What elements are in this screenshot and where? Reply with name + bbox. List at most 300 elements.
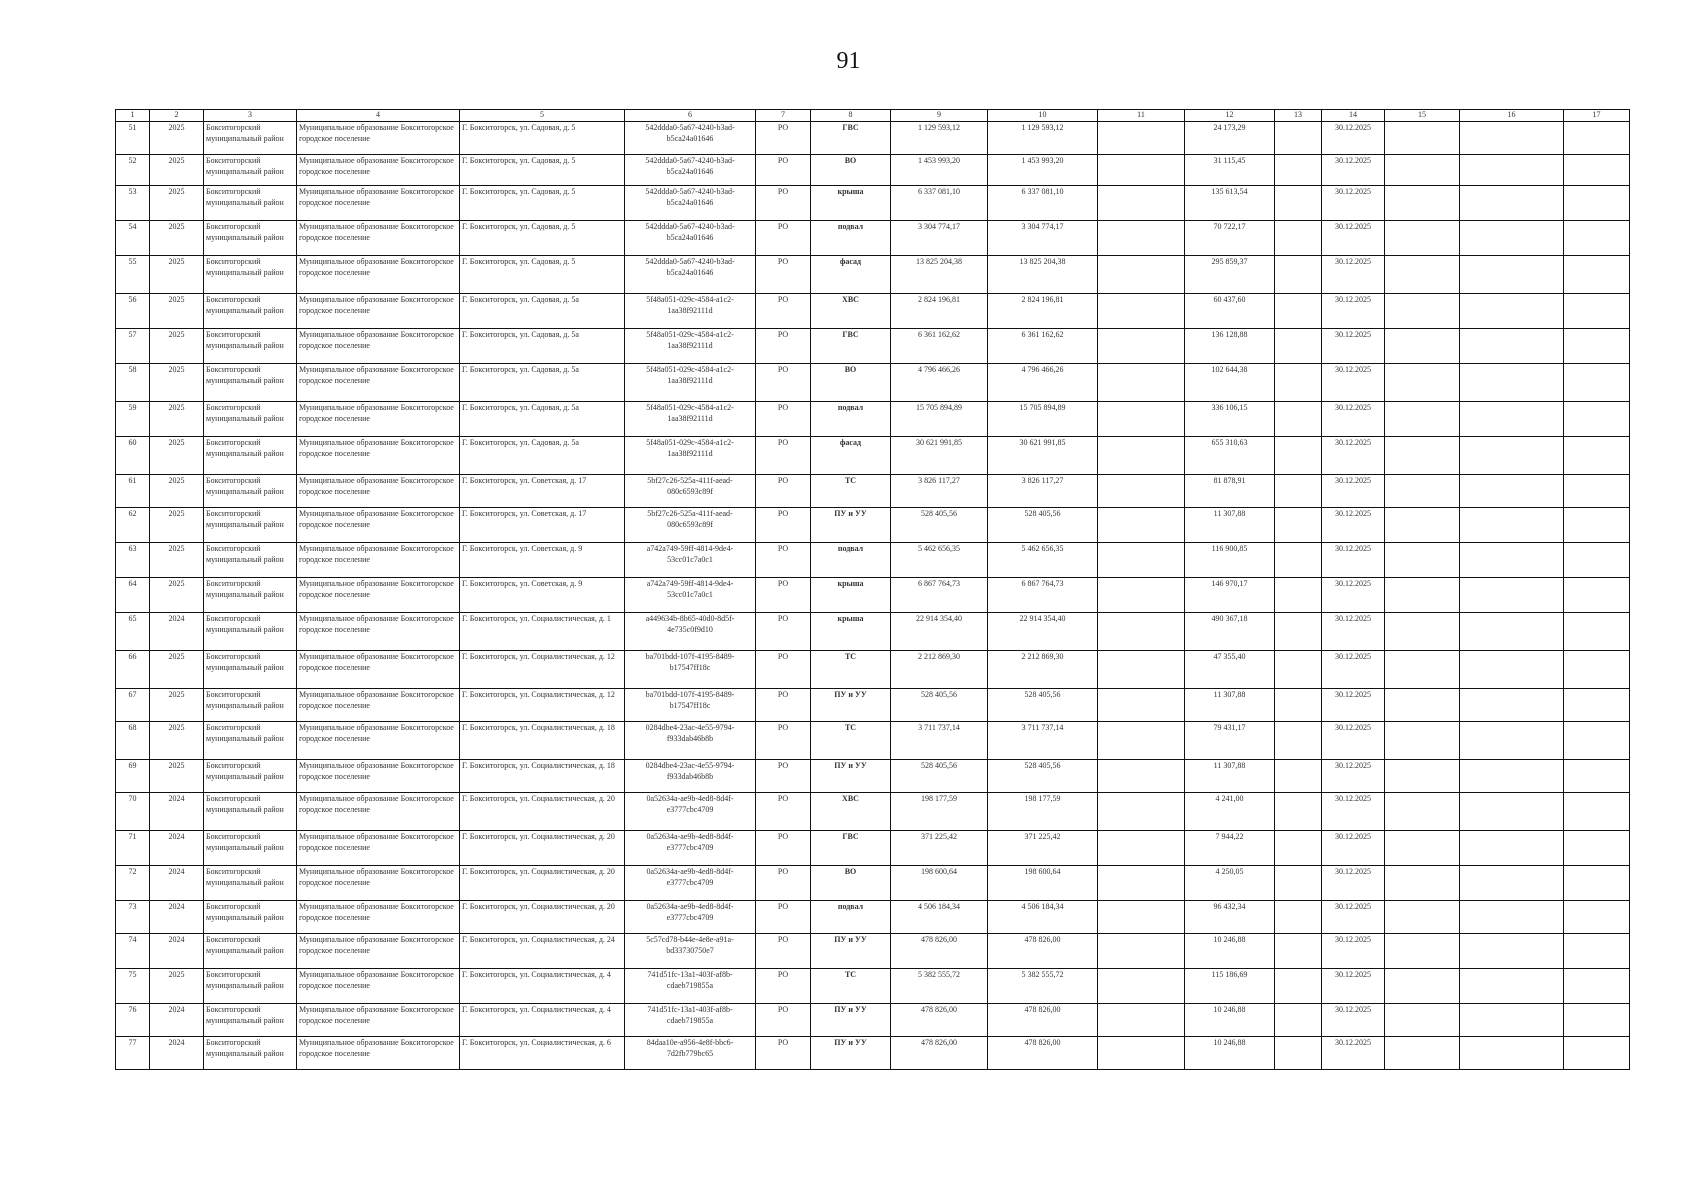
cost-total-cell: 3 711 737,14 bbox=[891, 722, 988, 760]
col12-cell: 81 878,91 bbox=[1185, 475, 1275, 508]
cost-total-cell: 6 337 081,10 bbox=[891, 186, 988, 221]
date-cell: 30.12.2025 bbox=[1322, 437, 1385, 475]
col12-cell: 24 173,29 bbox=[1185, 122, 1275, 155]
row-number: 61 bbox=[116, 475, 150, 508]
column-number: 6 bbox=[625, 110, 756, 122]
cost-fund-cell: 4 506 184,34 bbox=[988, 901, 1098, 934]
type-cell: РО bbox=[756, 508, 811, 543]
col11-cell bbox=[1098, 186, 1185, 221]
type-cell: РО bbox=[756, 901, 811, 934]
date-cell: 30.12.2025 bbox=[1322, 1037, 1385, 1070]
col17-cell bbox=[1564, 155, 1630, 186]
col11-cell bbox=[1098, 722, 1185, 760]
type-cell: РО bbox=[756, 543, 811, 578]
col11-cell bbox=[1098, 122, 1185, 155]
col12-cell: 4 241,00 bbox=[1185, 793, 1275, 831]
row-number: 72 bbox=[116, 866, 150, 901]
table-row bbox=[116, 651, 1630, 689]
col17-cell bbox=[1564, 364, 1630, 402]
row-number: 66 bbox=[116, 651, 150, 689]
district-cell: Бокситогорский муниципальный район bbox=[204, 122, 297, 155]
col16-cell bbox=[1460, 651, 1564, 689]
table-row bbox=[116, 437, 1630, 475]
col11-cell bbox=[1098, 402, 1185, 437]
type-cell: РО bbox=[756, 221, 811, 256]
cost-fund-cell: 4 796 466,26 bbox=[988, 364, 1098, 402]
table-row bbox=[116, 1004, 1630, 1037]
type-cell: РО bbox=[756, 760, 811, 793]
district-cell: Бокситогорский муниципальный район bbox=[204, 221, 297, 256]
row-number: 52 bbox=[116, 155, 150, 186]
cost-total-cell: 4 506 184,34 bbox=[891, 901, 988, 934]
col12-cell: 11 307,88 bbox=[1185, 760, 1275, 793]
type-cell: РО bbox=[756, 475, 811, 508]
municipality-cell: Муниципальное образование Бокситогорское городское поселение bbox=[297, 866, 460, 901]
row-number: 62 bbox=[116, 508, 150, 543]
cost-total-cell: 3 826 117,27 bbox=[891, 475, 988, 508]
date-cell: 30.12.2025 bbox=[1322, 155, 1385, 186]
year-cell: 2025 bbox=[150, 221, 204, 256]
cost-total-cell: 1 129 593,12 bbox=[891, 122, 988, 155]
municipality-cell: Муниципальное образование Бокситогорское городское поселение bbox=[297, 793, 460, 831]
col13-cell bbox=[1275, 934, 1322, 969]
col16-cell bbox=[1460, 329, 1564, 364]
address-cell: Г. Бокситогорск, ул. Садовая, д. 5а bbox=[460, 437, 625, 475]
cost-fund-cell: 15 705 894,89 bbox=[988, 402, 1098, 437]
col16-cell bbox=[1460, 475, 1564, 508]
column-number: 14 bbox=[1322, 110, 1385, 122]
district-cell: Бокситогорский муниципальный район bbox=[204, 722, 297, 760]
cost-total-cell: 15 705 894,89 bbox=[891, 402, 988, 437]
district-cell: Бокситогорский муниципальный район bbox=[204, 186, 297, 221]
col11-cell bbox=[1098, 1037, 1185, 1070]
table-row bbox=[116, 508, 1630, 543]
col12-cell: 11 307,88 bbox=[1185, 508, 1275, 543]
col12-cell: 47 355,40 bbox=[1185, 651, 1275, 689]
cost-total-cell: 528 405,56 bbox=[891, 508, 988, 543]
col11-cell bbox=[1098, 437, 1185, 475]
work-type-cell: ГВС bbox=[811, 329, 891, 364]
cost-fund-cell: 3 304 774,17 bbox=[988, 221, 1098, 256]
col16-cell bbox=[1460, 508, 1564, 543]
col11-cell bbox=[1098, 1004, 1185, 1037]
guid-cell: 542ddda0-5a67-4240-b3ad-b5ca24a01646 bbox=[625, 256, 756, 294]
col17-cell bbox=[1564, 831, 1630, 866]
col17-cell bbox=[1564, 760, 1630, 793]
guid-cell: 0284dbe4-23ac-4e55-9794-f933dab46b8b bbox=[625, 760, 756, 793]
col17-cell bbox=[1564, 901, 1630, 934]
column-number: 10 bbox=[988, 110, 1098, 122]
date-cell: 30.12.2025 bbox=[1322, 364, 1385, 402]
type-cell: РО bbox=[756, 689, 811, 722]
col13-cell bbox=[1275, 508, 1322, 543]
col16-cell bbox=[1460, 760, 1564, 793]
col11-cell bbox=[1098, 294, 1185, 329]
col13-cell bbox=[1275, 613, 1322, 651]
col15-cell bbox=[1385, 722, 1460, 760]
address-cell: Г. Бокситогорск, ул. Социалистическая, д. 1 bbox=[460, 613, 625, 651]
guid-cell: 542ddda0-5a67-4240-b3ad-b5ca24a01646 bbox=[625, 155, 756, 186]
col16-cell bbox=[1460, 294, 1564, 329]
table-row bbox=[116, 689, 1630, 722]
row-number: 51 bbox=[116, 122, 150, 155]
address-cell: Г. Бокситогорск, ул. Социалистическая, д. 12 bbox=[460, 651, 625, 689]
col17-cell bbox=[1564, 294, 1630, 329]
col12-cell: 79 431,17 bbox=[1185, 722, 1275, 760]
col15-cell bbox=[1385, 613, 1460, 651]
district-cell: Бокситогорский муниципальный район bbox=[204, 831, 297, 866]
col11-cell bbox=[1098, 508, 1185, 543]
guid-cell: 5f48a051-029c-4584-a1c2-1aa38f92111d bbox=[625, 437, 756, 475]
cost-total-cell: 13 825 204,38 bbox=[891, 256, 988, 294]
municipality-cell: Муниципальное образование Бокситогорское городское поселение bbox=[297, 578, 460, 613]
table-row bbox=[116, 866, 1630, 901]
address-cell: Г. Бокситогорск, ул. Социалистическая, д. 20 bbox=[460, 866, 625, 901]
table-row bbox=[116, 793, 1630, 831]
cost-fund-cell: 198 600,64 bbox=[988, 866, 1098, 901]
type-cell: РО bbox=[756, 793, 811, 831]
col12-cell: 11 307,88 bbox=[1185, 689, 1275, 722]
work-type-cell: ВО bbox=[811, 155, 891, 186]
col13-cell bbox=[1275, 831, 1322, 866]
work-type-cell: фасад bbox=[811, 256, 891, 294]
address-cell: Г. Бокситогорск, ул. Советская, д. 17 bbox=[460, 508, 625, 543]
col15-cell bbox=[1385, 831, 1460, 866]
type-cell: РО bbox=[756, 329, 811, 364]
col15-cell bbox=[1385, 508, 1460, 543]
cost-total-cell: 198 177,59 bbox=[891, 793, 988, 831]
district-cell: Бокситогорский муниципальный район bbox=[204, 651, 297, 689]
cost-fund-cell: 30 621 991,85 bbox=[988, 437, 1098, 475]
col17-cell bbox=[1564, 402, 1630, 437]
table-row bbox=[116, 122, 1630, 155]
col12-cell: 490 367,18 bbox=[1185, 613, 1275, 651]
district-cell: Бокситогорский муниципальный район bbox=[204, 866, 297, 901]
type-cell: РО bbox=[756, 866, 811, 901]
work-type-cell: ПУ и УУ bbox=[811, 760, 891, 793]
page-number: 91 bbox=[836, 48, 861, 74]
cost-total-cell: 371 225,42 bbox=[891, 831, 988, 866]
address-cell: Г. Бокситогорск, ул. Садовая, д. 5 bbox=[460, 122, 625, 155]
col11-cell bbox=[1098, 793, 1185, 831]
guid-cell: 0a52634a-ae9b-4ed8-8d4f-e3777cbc4709 bbox=[625, 901, 756, 934]
address-cell: Г. Бокситогорск, ул. Социалистическая, д. 18 bbox=[460, 760, 625, 793]
district-cell: Бокситогорский муниципальный район bbox=[204, 689, 297, 722]
work-type-cell: подвал bbox=[811, 402, 891, 437]
col17-cell bbox=[1564, 1004, 1630, 1037]
guid-cell: 84daa10e-a956-4e8f-bbc6-7d2fb779bc65 bbox=[625, 1037, 756, 1070]
col17-cell bbox=[1564, 651, 1630, 689]
address-cell: Г. Бокситогорск, ул. Социалистическая, д. 24 bbox=[460, 934, 625, 969]
table-row bbox=[116, 613, 1630, 651]
date-cell: 30.12.2025 bbox=[1322, 475, 1385, 508]
year-cell: 2025 bbox=[150, 475, 204, 508]
cost-fund-cell: 1 453 993,20 bbox=[988, 155, 1098, 186]
col12-cell: 10 246,88 bbox=[1185, 1004, 1275, 1037]
work-type-cell: ТС bbox=[811, 969, 891, 1004]
col16-cell bbox=[1460, 1004, 1564, 1037]
column-number: 17 bbox=[1564, 110, 1630, 122]
address-cell: Г. Бокситогорск, ул. Садовая, д. 5 bbox=[460, 186, 625, 221]
municipality-cell: Муниципальное образование Бокситогорское городское поселение bbox=[297, 901, 460, 934]
cost-fund-cell: 478 826,00 bbox=[988, 1037, 1098, 1070]
col15-cell bbox=[1385, 364, 1460, 402]
work-type-cell: подвал bbox=[811, 901, 891, 934]
type-cell: РО bbox=[756, 578, 811, 613]
row-number: 69 bbox=[116, 760, 150, 793]
col15-cell bbox=[1385, 294, 1460, 329]
date-cell: 30.12.2025 bbox=[1322, 1004, 1385, 1037]
guid-cell: 5f48a051-029c-4584-a1c2-1aa38f92111d bbox=[625, 329, 756, 364]
col13-cell bbox=[1275, 1037, 1322, 1070]
guid-cell: 741d51fc-13a1-403f-af8b-cdaeb719855a bbox=[625, 1004, 756, 1037]
municipality-cell: Муниципальное образование Бокситогорское городское поселение bbox=[297, 329, 460, 364]
municipality-cell: Муниципальное образование Бокситогорское городское поселение bbox=[297, 760, 460, 793]
cost-fund-cell: 6 337 081,10 bbox=[988, 186, 1098, 221]
municipality-cell: Муниципальное образование Бокситогорское городское поселение bbox=[297, 689, 460, 722]
col12-cell: 60 437,60 bbox=[1185, 294, 1275, 329]
col17-cell bbox=[1564, 934, 1630, 969]
col12-cell: 655 310,63 bbox=[1185, 437, 1275, 475]
type-cell: РО bbox=[756, 613, 811, 651]
guid-cell: 0a52634a-ae9b-4ed8-8d4f-e3777cbc4709 bbox=[625, 866, 756, 901]
work-type-cell: крыша bbox=[811, 613, 891, 651]
cost-fund-cell: 371 225,42 bbox=[988, 831, 1098, 866]
row-number: 77 bbox=[116, 1037, 150, 1070]
cost-total-cell: 528 405,56 bbox=[891, 689, 988, 722]
guid-cell: 5c57cd78-b44e-4e8e-a91a-bd33730750e7 bbox=[625, 934, 756, 969]
column-number: 8 bbox=[811, 110, 891, 122]
col13-cell bbox=[1275, 866, 1322, 901]
district-cell: Бокситогорский муниципальный район bbox=[204, 508, 297, 543]
address-cell: Г. Бокситогорск, ул. Садовая, д. 5а bbox=[460, 294, 625, 329]
table-row bbox=[116, 543, 1630, 578]
cost-fund-cell: 528 405,56 bbox=[988, 508, 1098, 543]
work-type-cell: ПУ и УУ bbox=[811, 1004, 891, 1037]
col16-cell bbox=[1460, 155, 1564, 186]
col15-cell bbox=[1385, 186, 1460, 221]
col11-cell bbox=[1098, 831, 1185, 866]
col15-cell bbox=[1385, 1037, 1460, 1070]
cost-total-cell: 22 914 354,40 bbox=[891, 613, 988, 651]
work-type-cell: подвал bbox=[811, 543, 891, 578]
column-number: 12 bbox=[1185, 110, 1275, 122]
col15-cell bbox=[1385, 793, 1460, 831]
address-cell: Г. Бокситогорск, ул. Социалистическая, д. 20 bbox=[460, 793, 625, 831]
column-number-row bbox=[116, 110, 1630, 122]
table-row bbox=[116, 364, 1630, 402]
col13-cell bbox=[1275, 256, 1322, 294]
address-cell: Г. Бокситогорск, ул. Социалистическая, д. 20 bbox=[460, 831, 625, 866]
address-cell: Г. Бокситогорск, ул. Садовая, д. 5а bbox=[460, 329, 625, 364]
year-cell: 2025 bbox=[150, 122, 204, 155]
municipality-cell: Муниципальное образование Бокситогорское городское поселение bbox=[297, 1004, 460, 1037]
type-cell: РО bbox=[756, 122, 811, 155]
col15-cell bbox=[1385, 437, 1460, 475]
col17-cell bbox=[1564, 508, 1630, 543]
col16-cell bbox=[1460, 613, 1564, 651]
district-cell: Бокситогорский муниципальный район bbox=[204, 329, 297, 364]
date-cell: 30.12.2025 bbox=[1322, 901, 1385, 934]
date-cell: 30.12.2025 bbox=[1322, 969, 1385, 1004]
col17-cell bbox=[1564, 689, 1630, 722]
district-cell: Бокситогорский муниципальный район bbox=[204, 760, 297, 793]
work-type-cell: ВО bbox=[811, 364, 891, 402]
col17-cell bbox=[1564, 122, 1630, 155]
table-row bbox=[116, 1037, 1630, 1070]
register-table bbox=[115, 109, 1630, 1070]
guid-cell: 741d51fc-13a1-403f-af8b-cdaeb719855a bbox=[625, 969, 756, 1004]
column-number: 5 bbox=[460, 110, 625, 122]
register-body bbox=[116, 110, 1630, 1070]
row-number: 53 bbox=[116, 186, 150, 221]
address-cell: Г. Бокситогорск, ул. Садовая, д. 5 bbox=[460, 155, 625, 186]
work-type-cell: ТС bbox=[811, 722, 891, 760]
work-type-cell: крыша bbox=[811, 578, 891, 613]
guid-cell: a742a749-59ff-4814-9de4-53cc01c7a0c1 bbox=[625, 543, 756, 578]
col11-cell bbox=[1098, 689, 1185, 722]
col16-cell bbox=[1460, 901, 1564, 934]
table-row bbox=[116, 186, 1630, 221]
type-cell: РО bbox=[756, 651, 811, 689]
row-number: 54 bbox=[116, 221, 150, 256]
col13-cell bbox=[1275, 760, 1322, 793]
row-number: 67 bbox=[116, 689, 150, 722]
col11-cell bbox=[1098, 578, 1185, 613]
column-number: 13 bbox=[1275, 110, 1322, 122]
row-number: 55 bbox=[116, 256, 150, 294]
table-row bbox=[116, 155, 1630, 186]
col17-cell bbox=[1564, 221, 1630, 256]
municipality-cell: Муниципальное образование Бокситогорское городское поселение bbox=[297, 122, 460, 155]
row-number: 60 bbox=[116, 437, 150, 475]
col16-cell bbox=[1460, 221, 1564, 256]
col15-cell bbox=[1385, 155, 1460, 186]
col11-cell bbox=[1098, 475, 1185, 508]
column-number: 1 bbox=[116, 110, 150, 122]
col13-cell bbox=[1275, 475, 1322, 508]
col16-cell bbox=[1460, 186, 1564, 221]
district-cell: Бокситогорский муниципальный район bbox=[204, 256, 297, 294]
municipality-cell: Муниципальное образование Бокситогорское городское поселение bbox=[297, 294, 460, 329]
col11-cell bbox=[1098, 543, 1185, 578]
year-cell: 2024 bbox=[150, 1004, 204, 1037]
year-cell: 2025 bbox=[150, 437, 204, 475]
address-cell: Г. Бокситогорск, ул. Социалистическая, д. 20 bbox=[460, 901, 625, 934]
type-cell: РО bbox=[756, 155, 811, 186]
cost-total-cell: 30 621 991,85 bbox=[891, 437, 988, 475]
col12-cell: 10 246,88 bbox=[1185, 1037, 1275, 1070]
municipality-cell: Муниципальное образование Бокситогорское городское поселение bbox=[297, 186, 460, 221]
col16-cell bbox=[1460, 722, 1564, 760]
municipality-cell: Муниципальное образование Бокситогорское городское поселение bbox=[297, 969, 460, 1004]
type-cell: РО bbox=[756, 1004, 811, 1037]
municipality-cell: Муниципальное образование Бокситогорское городское поселение bbox=[297, 651, 460, 689]
date-cell: 30.12.2025 bbox=[1322, 543, 1385, 578]
col15-cell bbox=[1385, 689, 1460, 722]
col17-cell bbox=[1564, 866, 1630, 901]
col15-cell bbox=[1385, 1004, 1460, 1037]
year-cell: 2025 bbox=[150, 155, 204, 186]
date-cell: 30.12.2025 bbox=[1322, 256, 1385, 294]
table-row bbox=[116, 329, 1630, 364]
municipality-cell: Муниципальное образование Бокситогорское городское поселение bbox=[297, 437, 460, 475]
year-cell: 2025 bbox=[150, 578, 204, 613]
col16-cell bbox=[1460, 1037, 1564, 1070]
col11-cell bbox=[1098, 221, 1185, 256]
date-cell: 30.12.2025 bbox=[1322, 508, 1385, 543]
col13-cell bbox=[1275, 221, 1322, 256]
year-cell: 2025 bbox=[150, 256, 204, 294]
type-cell: РО bbox=[756, 402, 811, 437]
type-cell: РО bbox=[756, 969, 811, 1004]
address-cell: Г. Бокситогорск, ул. Советская, д. 9 bbox=[460, 578, 625, 613]
date-cell: 30.12.2025 bbox=[1322, 793, 1385, 831]
date-cell: 30.12.2025 bbox=[1322, 294, 1385, 329]
district-cell: Бокситогорский муниципальный район bbox=[204, 437, 297, 475]
year-cell: 2025 bbox=[150, 760, 204, 793]
col16-cell bbox=[1460, 934, 1564, 969]
col17-cell bbox=[1564, 186, 1630, 221]
col13-cell bbox=[1275, 651, 1322, 689]
col11-cell bbox=[1098, 651, 1185, 689]
year-cell: 2025 bbox=[150, 402, 204, 437]
district-cell: Бокситогорский муниципальный район bbox=[204, 1004, 297, 1037]
guid-cell: 542ddda0-5a67-4240-b3ad-b5ca24a01646 bbox=[625, 221, 756, 256]
date-cell: 30.12.2025 bbox=[1322, 186, 1385, 221]
col11-cell bbox=[1098, 866, 1185, 901]
cost-fund-cell: 6 867 764,73 bbox=[988, 578, 1098, 613]
col16-cell bbox=[1460, 793, 1564, 831]
work-type-cell: ПУ и УУ bbox=[811, 934, 891, 969]
col15-cell bbox=[1385, 760, 1460, 793]
col15-cell bbox=[1385, 475, 1460, 508]
address-cell: Г. Бокситогорск, ул. Социалистическая, д. 12 bbox=[460, 689, 625, 722]
cost-fund-cell: 528 405,56 bbox=[988, 689, 1098, 722]
row-number: 74 bbox=[116, 934, 150, 969]
address-cell: Г. Бокситогорск, ул. Социалистическая, д. 6 bbox=[460, 1037, 625, 1070]
col13-cell bbox=[1275, 722, 1322, 760]
municipality-cell: Муниципальное образование Бокситогорское городское поселение bbox=[297, 543, 460, 578]
row-number: 64 bbox=[116, 578, 150, 613]
district-cell: Бокситогорский муниципальный район bbox=[204, 578, 297, 613]
municipality-cell: Муниципальное образование Бокситогорское городское поселение bbox=[297, 221, 460, 256]
col13-cell bbox=[1275, 186, 1322, 221]
cost-total-cell: 478 826,00 bbox=[891, 1037, 988, 1070]
date-cell: 30.12.2025 bbox=[1322, 866, 1385, 901]
year-cell: 2025 bbox=[150, 294, 204, 329]
work-type-cell: ПУ и УУ bbox=[811, 508, 891, 543]
col15-cell bbox=[1385, 969, 1460, 1004]
type-cell: РО bbox=[756, 256, 811, 294]
municipality-cell: Муниципальное образование Бокситогорское городское поселение bbox=[297, 613, 460, 651]
cost-total-cell: 3 304 774,17 bbox=[891, 221, 988, 256]
column-number: 3 bbox=[204, 110, 297, 122]
cost-fund-cell: 2 824 196,81 bbox=[988, 294, 1098, 329]
cost-total-cell: 4 796 466,26 bbox=[891, 364, 988, 402]
col12-cell: 10 246,88 bbox=[1185, 934, 1275, 969]
work-type-cell: подвал bbox=[811, 221, 891, 256]
work-type-cell: ХВС bbox=[811, 294, 891, 329]
col12-cell: 102 644,38 bbox=[1185, 364, 1275, 402]
year-cell: 2024 bbox=[150, 831, 204, 866]
district-cell: Бокситогорский муниципальный район bbox=[204, 934, 297, 969]
col17-cell bbox=[1564, 722, 1630, 760]
col15-cell bbox=[1385, 402, 1460, 437]
district-cell: Бокситогорский муниципальный район bbox=[204, 793, 297, 831]
work-type-cell: ГВС bbox=[811, 122, 891, 155]
col13-cell bbox=[1275, 543, 1322, 578]
